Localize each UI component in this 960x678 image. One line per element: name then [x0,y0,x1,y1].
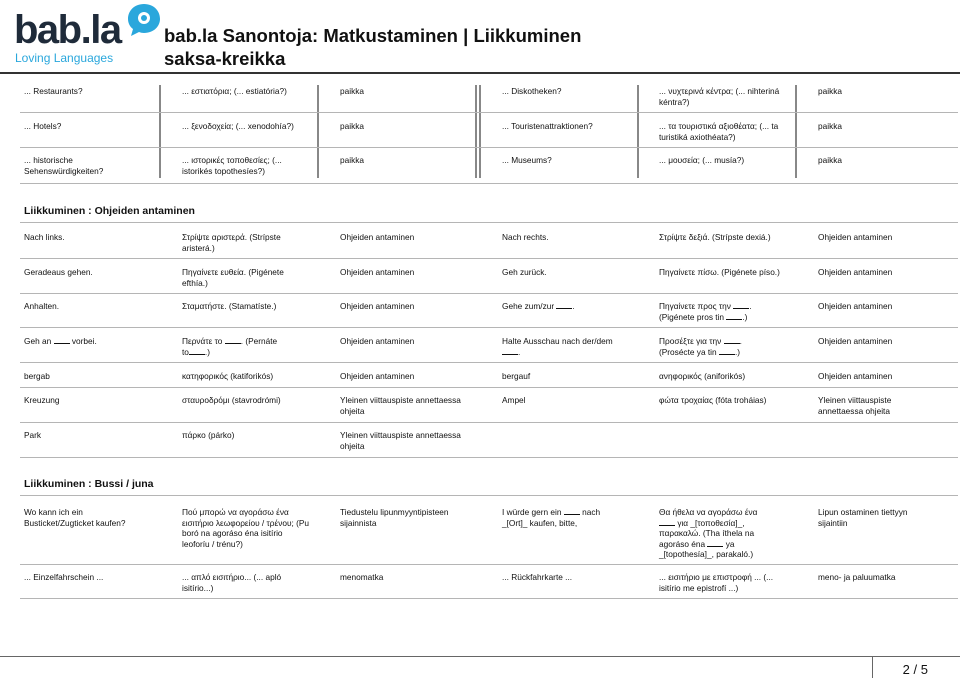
phrase-el: σταυροδρόμι (stavrodrómi) [182,395,281,405]
section-divider [20,222,958,223]
phrase-de: Wo kann ich ein Busticket/Zugticket kaufen? [24,507,126,528]
row-divider [20,147,958,148]
phrase-context: Yleinen viittauspiste annettaessa ohjeita [340,430,461,451]
phrase-de: Geh an vorbei. [24,336,97,346]
phrase-context: Ohjeiden antaminen [818,232,893,242]
row-divider [20,564,958,565]
phrase-el: ... ιστορικές τοποθεσίες; (... istorikés topothesíes?) [182,155,282,176]
phrase-de: Nach rechts. [502,232,549,242]
phrase-de: ... Rückfahrkarte ... [502,572,573,582]
column-divider [159,85,161,178]
phrase-de: ... Restaurants? [24,86,83,96]
column-divider [317,85,319,178]
row-divider [20,457,958,458]
phrase-el: ... νυχτερινά κέντρα; (... nihteriná kéntra?) [659,86,780,107]
phrase-el: φώτα τροχαίας (fóta troháias) [659,395,767,405]
phrase-context: paikka [818,86,842,96]
phrase-context: Ohjeiden antaminen [340,267,415,277]
section-heading: Liikkuminen : Bussi / juna [24,478,154,490]
phrase-context: paikka [340,155,364,165]
row-divider [20,422,958,423]
phrase-el: Περνάτε το . (Pernáte to .) [182,336,278,357]
column-divider [795,85,797,178]
phrase-el: ... μουσεία; (... musía?) [659,155,745,165]
babla-logo[interactable] [14,2,154,66]
phrase-context: Ohjeiden antaminen [818,336,893,346]
logo-wordmark: bab.la [14,8,121,52]
column-divider [637,85,639,178]
header-divider [0,72,960,74]
phrase-context: meno- ja paluumatka [818,572,896,582]
phrase-el: ... εισιτήριο με επιστροφή ... (... isitírio me epistrofí ...) [659,572,774,593]
phrase-context: Yleinen viittauspiste annettaessa ohjeita [340,395,461,416]
phrase-de: ... Museums? [502,155,552,165]
phrase-el: ανηφορικός (aniforikós) [659,371,746,381]
phrase-context: Tiedustelu lipunmyyntipisteen sijainnista [340,507,449,528]
phrase-de: ... Diskotheken? [502,86,562,96]
row-divider [20,183,958,184]
phrase-el: Πηγαίνετε ευθεία. (Pigénete efthía.) [182,267,284,288]
phrase-de: Halte Ausschau nach der/dem . [502,336,613,357]
title-line-2: saksa-kreikka [164,48,286,69]
phrase-context: Yleinen viittauspiste annettaessa ohjeita [818,395,892,416]
row-divider [20,327,958,328]
phrase-context: paikka [340,86,364,96]
footer-divider [0,656,960,657]
phrase-context: menomatka [340,572,384,582]
phrase-context: Ohjeiden antaminen [340,232,415,242]
row-divider [20,387,958,388]
phrase-el: Πηγαίνετε πίσω. (Pigénete píso.) [659,267,780,277]
speech-bubble-icon [126,2,162,38]
phrase-el: ... απλό εισιτήριο... (... apló isitírio...) [182,572,282,593]
row-divider [20,112,958,113]
phrase-el: Προσέξτε για την . (Prosécte ya tin .) [659,336,742,357]
phrase-de: Ampel [502,395,526,405]
phrase-el: Σταματήστε. (Stamatíste.) [182,301,277,311]
phrase-context: paikka [340,121,364,131]
phrase-el: Πηγαίνετε προς την . (Pigénete pros tin .) [659,301,752,322]
phrase-el: Θα ήθελα να αγοράσω ένα για _[τοποθεσία]_, παρακαλώ. (Tha íthela na agoráso éna ya _[topothesía]_, parakaló.) [659,507,758,560]
phrase-de: ... Hotels? [24,121,62,131]
section-heading: Liikkuminen : Ohjeiden antaminen [24,205,195,217]
section-divider [20,495,958,496]
phrase-el: πάρκο (párko) [182,430,235,440]
phrase-context: Lipun ostaminen tiettyyn sijaintiin [818,507,908,528]
phrase-de: I würde gern ein nach _[Ort]_ kaufen, bitte, [502,507,601,528]
phrase-el: ... εστιατόρια; (... estiatória?) [182,86,287,96]
phrase-de: Anhalten. [24,301,60,311]
row-divider [20,362,958,363]
phrase-de: Geh zurück. [502,267,547,277]
phrase-context: Ohjeiden antaminen [340,336,415,346]
phrase-de: Kreuzung [24,395,60,405]
phrase-de: ... historische Sehenswürdigkeiten? [24,155,104,176]
phrase-de: bergab [24,371,50,381]
phrase-el: ... ξενοδοχεία; (... xenodohía?) [182,121,294,131]
phrase-context: Ohjeiden antaminen [818,301,893,311]
phrase-de: ... Einzelfahrschein ... [24,572,104,582]
phrase-el: Στρίψτε αριστερά. (Strípste aristerá.) [182,232,281,253]
phrase-context: Ohjeiden antaminen [340,371,415,381]
phrase-el: Στρίψτε δεξιά. (Strípste dexiá.) [659,232,771,242]
phrase-context: Ohjeiden antaminen [818,371,893,381]
phrase-el: Πού μπορώ να αγοράσω ένα εισιτήριο λεωφορείου / τρένου; (Pu boró na agoráso éna isitírio leoforíu / trénu?) [182,507,310,549]
phrase-de: bergauf [502,371,531,381]
phrase-de: ... Touristenattraktionen? [502,121,593,131]
phrase-el: κατηφορικός (katiforikós) [182,371,274,381]
phrase-context: paikka [818,121,842,131]
phrase-de: Gehe zum/zur . [502,301,575,311]
row-divider [20,293,958,294]
logo-tagline: Loving Languages [15,51,114,65]
title-line-1: bab.la Sanontoja: Matkustaminen | Liikkuminen [164,25,582,46]
row-divider [20,598,958,599]
page-title [164,24,581,70]
phrase-de: Nach links. [24,232,65,242]
phrase-context: paikka [818,155,842,165]
phrase-el: ... τα τουριστικά αξιοθέατα; (... ta turistiká axiothéata?) [659,121,779,142]
phrase-context: Ohjeiden antaminen [340,301,415,311]
phrase-de: Park [24,430,42,440]
phrase-context: Ohjeiden antaminen [818,267,893,277]
page-number: 2 / 5 [902,662,928,677]
row-divider [20,258,958,259]
phrase-de: Geradeaus gehen. [24,267,93,277]
